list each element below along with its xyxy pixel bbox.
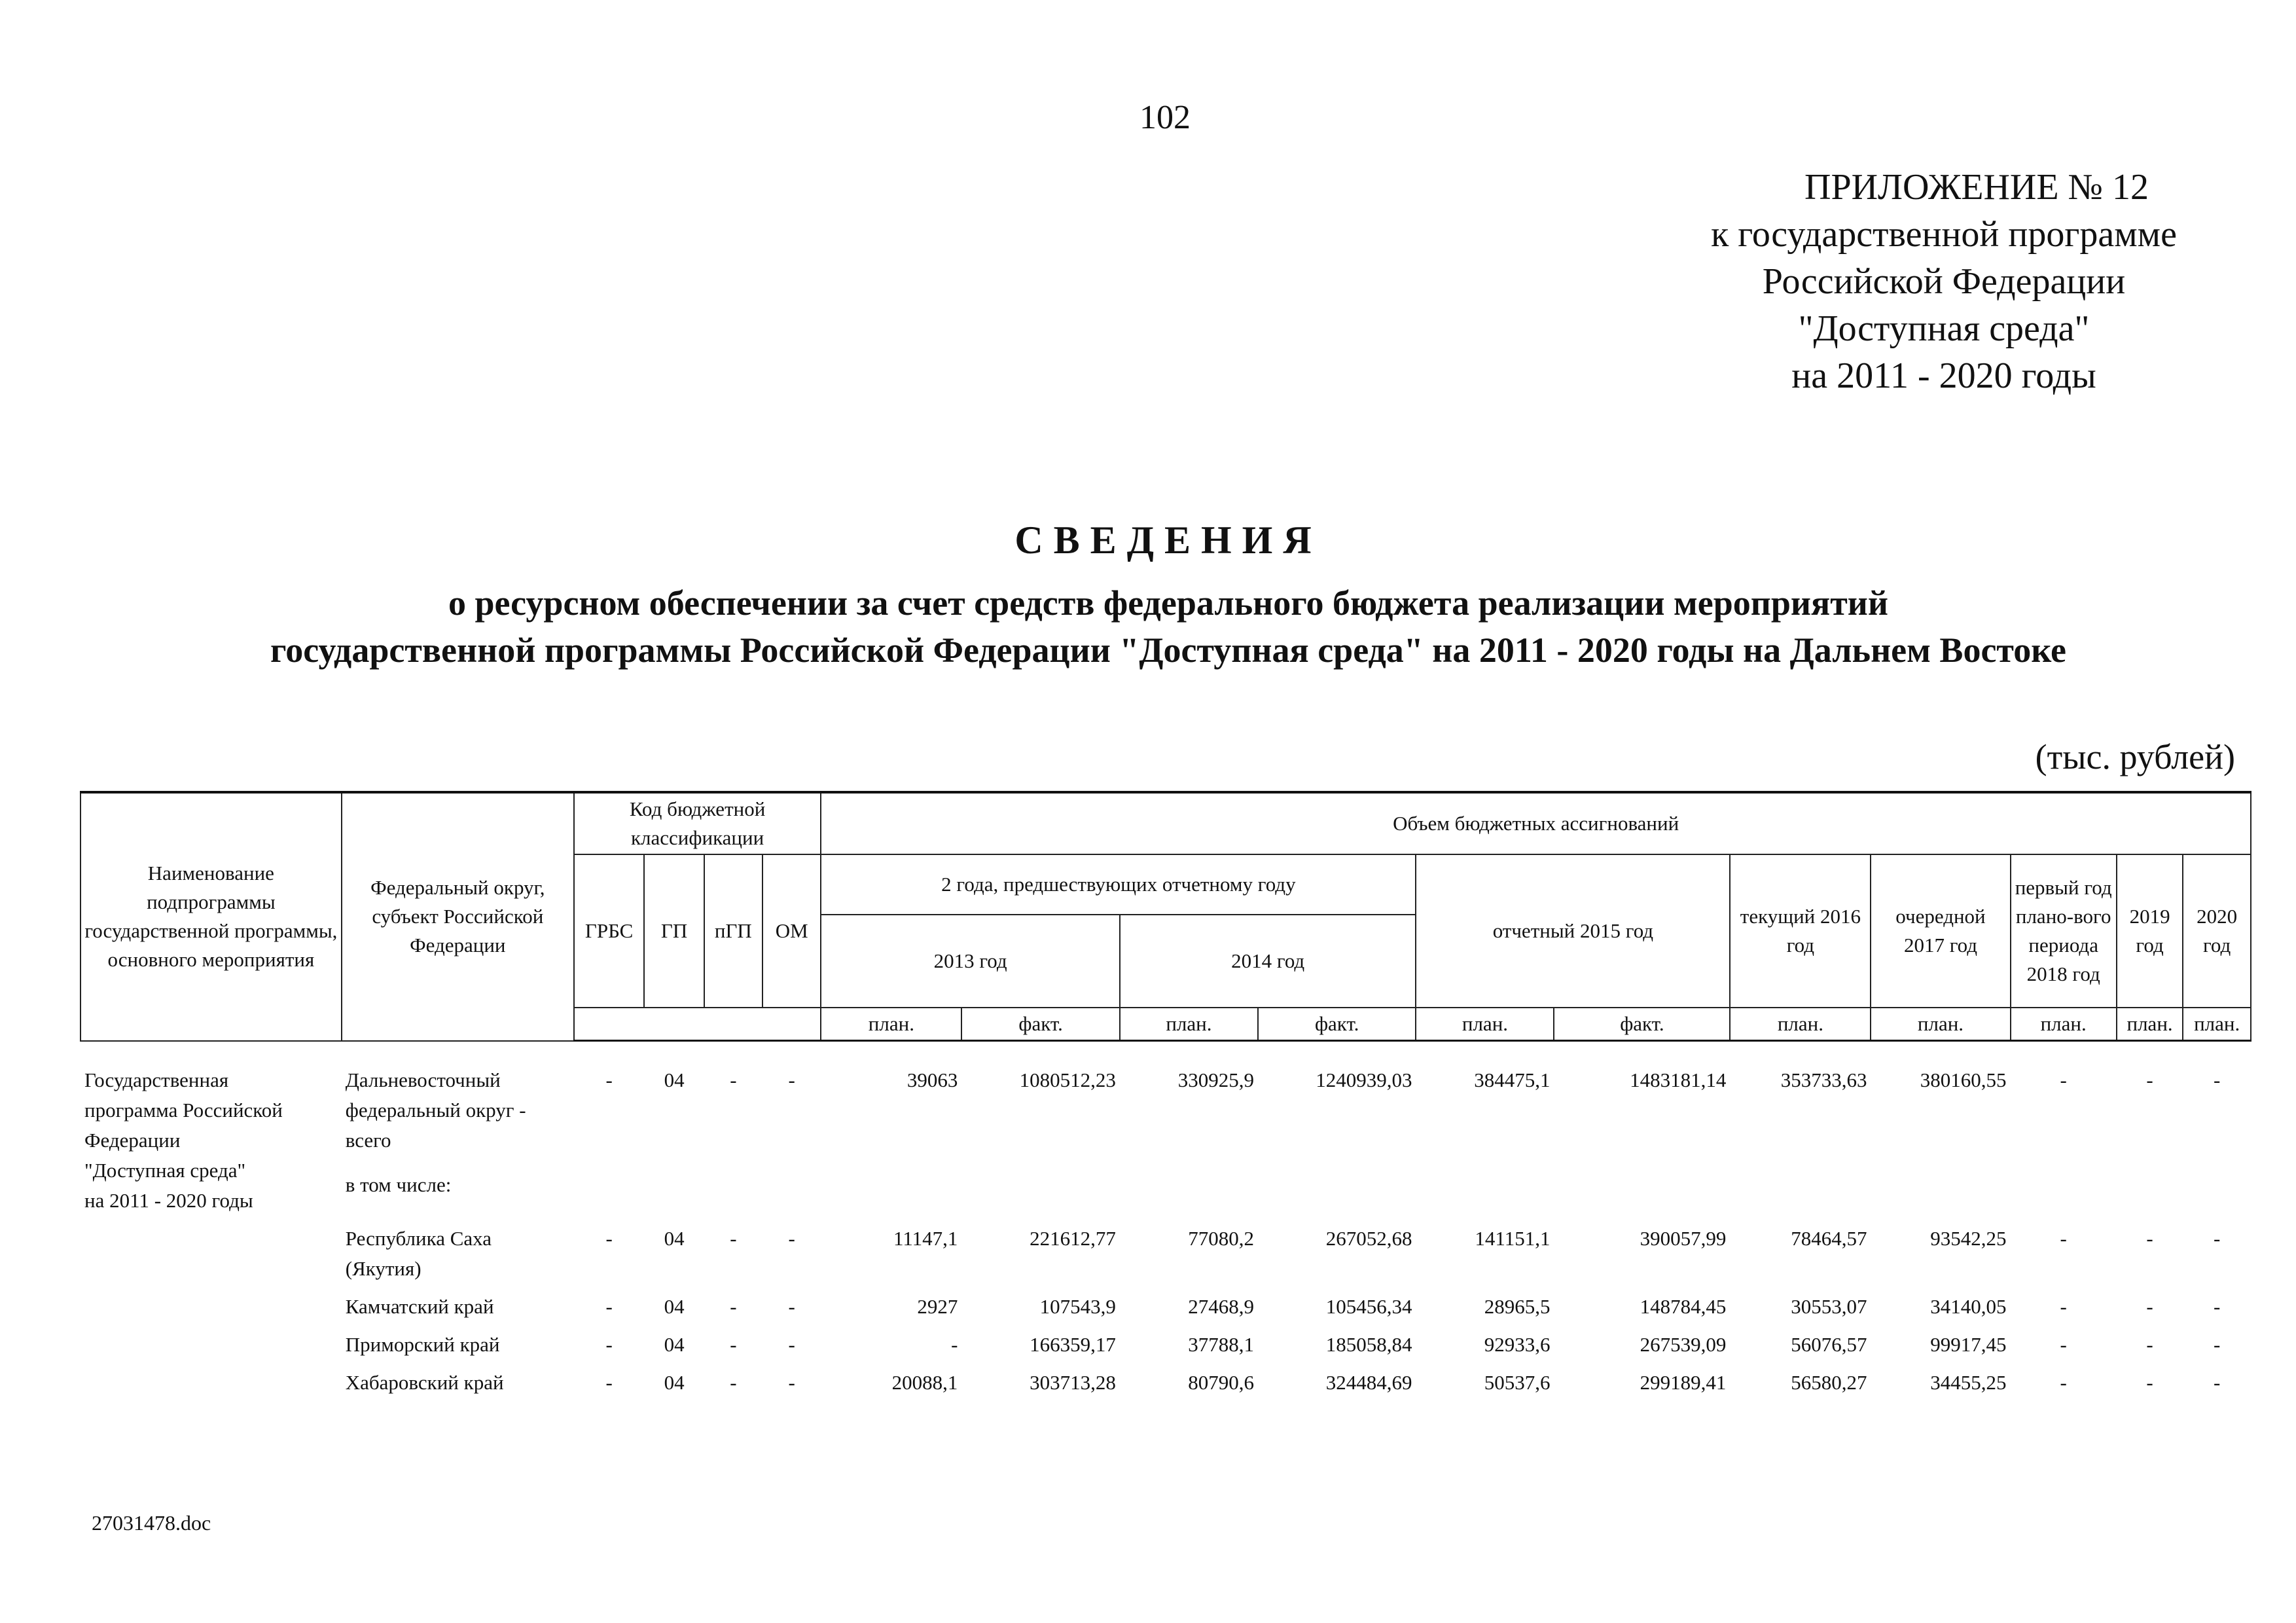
cell-om: - <box>788 1294 795 1318</box>
header-plan: план. <box>2183 1008 2251 1041</box>
cell-2020-plan: - <box>2213 1370 2221 1394</box>
header-fact: факт. <box>961 1008 1119 1041</box>
cell-2020-plan: - <box>2213 1068 2221 1091</box>
cell-2013-fact: 221612,77 <box>1030 1226 1116 1250</box>
header-year-2014: 2014 год <box>1120 915 1416 1008</box>
header-pgp: пГП <box>704 854 762 1008</box>
cell-2014-fact: 1240939,03 <box>1316 1068 1412 1091</box>
appendix-line: на 2011 - 2020 годы <box>1791 356 2096 396</box>
cell-2014-plan: 330925,9 <box>1177 1068 1254 1091</box>
budget-table <box>80 791 2251 1402</box>
cell-2016-plan: 78464,57 <box>1791 1226 1867 1250</box>
cell-gp: 04 <box>664 1370 685 1394</box>
header-plan: план. <box>1871 1008 2010 1041</box>
cell-2015-plan: 92933,6 <box>1484 1332 1551 1356</box>
appendix-line: к государственной программе <box>1711 214 2177 255</box>
cell-grbs: - <box>605 1226 613 1250</box>
cell-pgp: - <box>730 1068 737 1091</box>
empty-cell <box>81 1288 342 1326</box>
cell-2014-fact: 185058,84 <box>1325 1332 1412 1356</box>
cell-2018-plan: - <box>2060 1332 2067 1356</box>
cell-2013-fact: 1080512,23 <box>1019 1068 1116 1091</box>
appendix-line: "Доступная среда" <box>1798 308 2090 349</box>
units-label: (тыс. рублей) <box>2035 737 2235 776</box>
table-row <box>81 1288 2251 1326</box>
header-grbs: ГРБС <box>574 854 645 1008</box>
cell-2017-plan: 93542,25 <box>1930 1226 2007 1250</box>
cell-grbs: - <box>605 1068 613 1091</box>
cell-2015-plan: 384475,1 <box>1474 1068 1551 1091</box>
cell-om: - <box>788 1332 795 1356</box>
cell-2018-plan: - <box>2060 1068 2067 1091</box>
cell-2015-fact: 148784,45 <box>1640 1294 1727 1318</box>
cell-2014-fact: 324484,69 <box>1325 1370 1412 1394</box>
cell-2013-plan: 39063 <box>906 1068 958 1091</box>
program-name-cell <box>81 1041 342 1220</box>
cell-2013-plan: 20088,1 <box>891 1370 958 1394</box>
header-code-spacer <box>574 1008 821 1041</box>
cell-2016-plan: 30553,07 <box>1791 1294 1867 1318</box>
cell-2013-fact: 166359,17 <box>1030 1332 1116 1356</box>
document-heading <box>98 514 2238 674</box>
header-program: Наименование подпрограммы государственной программы, основного мероприятия <box>81 792 342 1041</box>
program-name-line: "Доступная среда" <box>84 1158 246 1182</box>
cell-2014-fact: 105456,34 <box>1325 1294 1412 1318</box>
cell-2017-plan: 99917,45 <box>1930 1332 2007 1356</box>
cell-2015-fact: 390057,99 <box>1640 1226 1727 1250</box>
cell-2016-plan: 353733,63 <box>1780 1068 1867 1091</box>
header-plan: план. <box>2011 1008 2117 1041</box>
cell-2015-plan: 28965,5 <box>1484 1294 1551 1318</box>
appendix-block <box>1623 164 2265 399</box>
cell-pgp: - <box>730 1332 737 1356</box>
header-year-2013: 2013 год <box>821 915 1120 1008</box>
header-fact: факт. <box>1258 1008 1416 1041</box>
header-fact: факт. <box>1554 1008 1730 1041</box>
document-filename: 27031478.doc <box>92 1511 211 1535</box>
cell-om: - <box>788 1226 795 1250</box>
page-number: 102 <box>1139 99 1191 136</box>
cell-gp: 04 <box>664 1226 685 1250</box>
header-plan: план. <box>1120 1008 1258 1041</box>
cell-2015-plan: 141151,1 <box>1475 1226 1551 1250</box>
heading-line-1: о ресурсном обеспечении за счет средств федерального бюджета реализации мероприятий <box>448 583 1888 623</box>
cell-2018-plan: - <box>2060 1370 2067 1394</box>
empty-cell <box>81 1364 342 1402</box>
cell-2020-plan: - <box>2213 1294 2221 1318</box>
cell-2017-plan: 34455,25 <box>1930 1370 2007 1394</box>
cell-grbs: - <box>605 1294 613 1318</box>
cell-grbs: - <box>605 1370 613 1394</box>
cell-2015-fact: 299189,41 <box>1640 1370 1727 1394</box>
header-om: ОМ <box>762 854 821 1008</box>
empty-cell <box>574 1166 2251 1206</box>
cell-gp: 04 <box>664 1068 685 1091</box>
header-prior-two-years: 2 года, предшествующих отчетному году <box>821 854 1416 915</box>
cell-2015-fact: 267539,09 <box>1640 1332 1727 1356</box>
program-name-line: на 2011 - 2020 годы <box>84 1188 253 1212</box>
cell-om: - <box>788 1370 795 1394</box>
empty-cell <box>81 1326 342 1364</box>
including-label: в том числе: <box>345 1173 452 1197</box>
cell-2019-plan: - <box>2146 1068 2153 1091</box>
region-name: Хабаровский край <box>345 1370 504 1394</box>
header-plan: план. <box>1730 1008 1871 1041</box>
header-plan: план. <box>821 1008 961 1041</box>
cell-2013-plan: - <box>951 1332 958 1356</box>
program-name-line: Государственная <box>84 1068 229 1091</box>
cell-2020-plan: - <box>2213 1332 2221 1356</box>
cell-2013-plan: 11147,1 <box>893 1226 958 1250</box>
table-row <box>81 1326 2251 1364</box>
cell-2013-plan: 2927 <box>917 1294 958 1318</box>
cell-2017-plan: 380160,55 <box>1920 1068 2007 1091</box>
header-region: Федеральный округ, субъект Российской Федерации <box>342 792 574 1041</box>
cell-2013-fact: 107543,9 <box>1039 1294 1116 1318</box>
program-name-line: программа Российской <box>84 1098 283 1122</box>
cell-2018-plan: - <box>2060 1294 2067 1318</box>
cell-2019-plan: - <box>2146 1332 2153 1356</box>
cell-2014-plan: 77080,2 <box>1188 1226 1254 1250</box>
appendix-line: Российской Федерации <box>1762 261 2126 302</box>
cell-2019-plan: - <box>2146 1226 2153 1250</box>
cell-grbs: - <box>605 1332 613 1356</box>
header-code-group: Код бюджетной классификации <box>574 792 821 854</box>
program-name-line: Федерации <box>84 1128 181 1152</box>
header-volume-group: Объем бюджетных ассигнований <box>821 792 2251 854</box>
cell-2015-plan: 50537,6 <box>1484 1370 1551 1394</box>
table-row <box>81 1220 2251 1288</box>
heading-subtitle <box>98 579 2238 674</box>
header-plan: план. <box>2117 1008 2183 1041</box>
cell-gp: 04 <box>664 1294 685 1318</box>
cell-2015-fact: 1483181,14 <box>1630 1068 1727 1091</box>
header-year-2018: первый год плано-вого периода 2018 год <box>2011 854 2117 1008</box>
cell-2014-plan: 80790,6 <box>1188 1370 1254 1394</box>
cell-2019-plan: - <box>2146 1294 2153 1318</box>
cell-2014-fact: 267052,68 <box>1325 1226 1412 1250</box>
cell-2020-plan: - <box>2213 1226 2221 1250</box>
cell-2014-plan: 37788,1 <box>1188 1332 1254 1356</box>
region-name: Дальневосточный федеральный округ - всего <box>345 1068 526 1152</box>
row-gap <box>81 1207 2251 1220</box>
cell-2014-plan: 27468,9 <box>1188 1294 1254 1318</box>
table-row-district <box>81 1041 2251 1167</box>
region-name: Приморский край <box>345 1332 500 1356</box>
header-year-2015: отчетный 2015 год <box>1416 854 1730 1008</box>
appendix-title: ПРИЛОЖЕНИЕ № 12 <box>1804 167 2149 208</box>
cell-2016-plan: 56580,27 <box>1791 1370 1867 1394</box>
cell-2013-fact: 303713,28 <box>1030 1370 1116 1394</box>
empty-cell <box>81 1220 342 1288</box>
region-name: Камчатский край <box>345 1294 494 1318</box>
heading-title: СВЕДЕНИЯ <box>1014 519 1322 562</box>
cell-gp: 04 <box>664 1332 685 1356</box>
cell-pgp: - <box>730 1370 737 1394</box>
table-row-including <box>81 1166 2251 1206</box>
cell-2019-plan: - <box>2146 1370 2153 1394</box>
header-plan: план. <box>1416 1008 1554 1041</box>
cell-pgp: - <box>730 1294 737 1318</box>
empty-cell <box>342 1207 2251 1220</box>
header-year-2019: 2019 год <box>2117 854 2183 1008</box>
header-year-2017: очередной 2017 год <box>1871 854 2010 1008</box>
table-row <box>81 1364 2251 1402</box>
cell-2016-plan: 56076,57 <box>1791 1332 1867 1356</box>
region-name: Республика Саха (Якутия) <box>345 1226 492 1280</box>
header-year-2020: 2020 год <box>2183 854 2251 1008</box>
cell-om: - <box>788 1068 795 1091</box>
cell-2017-plan: 34140,05 <box>1930 1294 2007 1318</box>
header-gp: ГП <box>644 854 704 1008</box>
cell-2018-plan: - <box>2060 1226 2067 1250</box>
header-year-2016: текущий 2016 год <box>1730 854 1871 1008</box>
heading-line-2: государственной программы Российской Федерации "Доступная среда" на 2011 - 2020 годы на Дальнем Востоке <box>270 630 2066 670</box>
cell-pgp: - <box>730 1226 737 1250</box>
